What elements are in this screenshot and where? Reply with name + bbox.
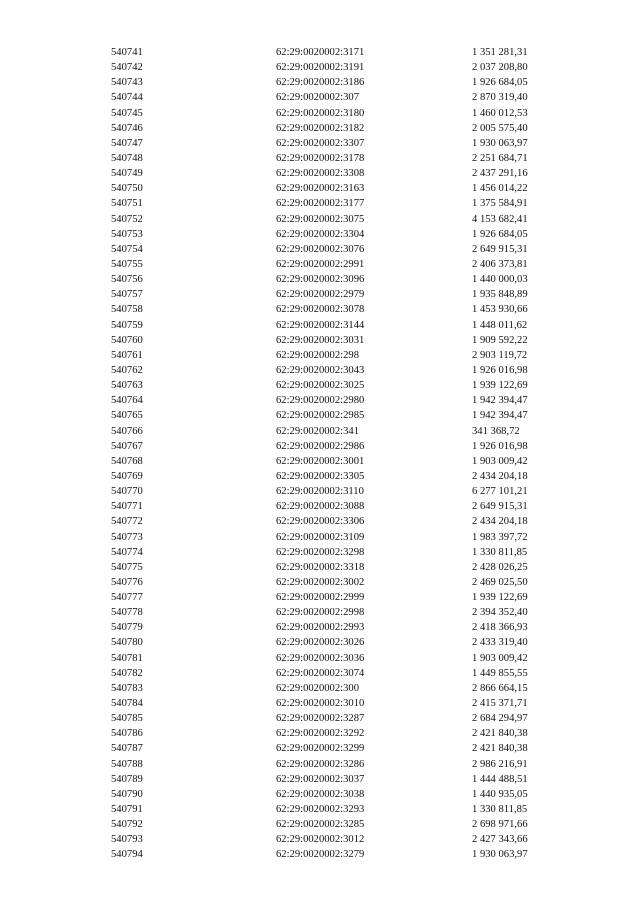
cadastral-number: 62:29:0020002:2979 [276,289,365,301]
table-row [0,484,640,499]
cadastral-number: 62:29:0020002:298 [276,349,359,361]
table-row [0,166,640,181]
cadastral-value: 1 903 009,42 [472,652,528,664]
cadastral-number: 62:29:0020002:3287 [276,713,365,725]
row-number: 540776 [111,576,143,588]
table-row [0,333,640,348]
row-number: 540754 [111,243,143,255]
table-row [0,378,640,393]
cadastral-number: 62:29:0020002:3299 [276,743,365,755]
row-number: 540777 [111,592,143,604]
cadastral-number: 62:29:0020002:3078 [276,304,365,316]
cadastral-number: 62:29:0020002:3012 [276,834,365,846]
cadastral-value: 1 926 016,98 [472,364,528,376]
cadastral-value: 1 926 684,05 [472,228,528,240]
table-row [0,681,640,696]
cadastral-value: 1 909 592,22 [472,334,528,346]
row-number: 540742 [111,62,143,74]
row-number: 540743 [111,77,143,89]
cadastral-value: 2 903 119,72 [472,349,528,361]
cadastral-number: 62:29:0020002:3293 [276,804,365,816]
cadastral-value: 2 037 208,80 [472,62,528,74]
table-row [0,212,640,227]
cadastral-value: 1 456 014,22 [472,183,528,195]
cadastral-value: 2 986 216,91 [472,758,528,770]
cadastral-number: 62:29:0020002:3031 [276,334,365,346]
cadastral-number: 62:29:0020002:3096 [276,274,365,286]
cadastral-value: 1 983 397,72 [472,531,528,543]
row-number: 540793 [111,834,143,846]
cadastral-value: 2 251 684,71 [472,152,528,164]
cadastral-value: 1 440 935,05 [472,788,528,800]
row-number: 540781 [111,652,143,664]
cadastral-value: 2 421 840,38 [472,728,528,740]
cadastral-number: 62:29:0020002:3109 [276,531,365,543]
row-number: 540752 [111,213,143,225]
cadastral-number: 62:29:0020002:2985 [276,410,365,422]
row-number: 540767 [111,440,143,452]
row-number: 540753 [111,228,143,240]
cadastral-number: 62:29:0020002:3026 [276,637,365,649]
row-number: 540760 [111,334,143,346]
row-number: 540745 [111,107,143,119]
cadastral-number: 62:29:0020002:3037 [276,773,365,785]
cadastral-value: 2 421 840,38 [472,743,528,755]
cadastral-number: 62:29:0020002:3318 [276,561,365,573]
table-row [0,741,640,756]
row-number: 540746 [111,122,143,134]
cadastral-number: 62:29:0020002:3304 [276,228,365,240]
data-table [0,45,640,863]
cadastral-value: 1 942 394,47 [472,410,528,422]
cadastral-value: 1 939 122,69 [472,592,528,604]
row-number: 540779 [111,622,143,634]
row-number: 540761 [111,349,143,361]
table-row [0,227,640,242]
cadastral-number: 62:29:0020002:3307 [276,137,365,149]
cadastral-number: 62:29:0020002:300 [276,682,359,694]
row-number: 540748 [111,152,143,164]
cadastral-number: 62:29:0020002:3110 [276,486,364,498]
cadastral-value: 2 437 291,16 [472,168,528,180]
cadastral-value: 1 903 009,42 [472,455,528,467]
table-row [0,136,640,151]
cadastral-value: 2 649 915,31 [472,501,528,513]
cadastral-number: 62:29:0020002:2993 [276,622,365,634]
row-number: 540755 [111,258,143,270]
table-row [0,651,640,666]
cadastral-value: 6 277 101,21 [472,486,528,498]
table-row [0,726,640,741]
table-row [0,151,640,166]
cadastral-number: 62:29:0020002:3191 [276,62,365,74]
cadastral-number: 62:29:0020002:3285 [276,819,365,831]
table-row [0,666,640,681]
table-row [0,590,640,605]
cadastral-value: 2 433 319,40 [472,637,528,649]
table-row [0,242,640,257]
cadastral-number: 62:29:0020002:3177 [276,198,365,210]
cadastral-number: 62:29:0020002:2998 [276,607,365,619]
cadastral-number: 62:29:0020002:3178 [276,152,365,164]
table-row [0,90,640,105]
row-number: 540787 [111,743,143,755]
cadastral-value: 2 434 204,18 [472,470,528,482]
table-row [0,106,640,121]
cadastral-number: 62:29:0020002:3171 [276,47,365,58]
cadastral-number: 62:29:0020002:3298 [276,546,365,558]
cadastral-value: 1 926 016,98 [472,440,528,452]
cadastral-value: 2 698 971,66 [472,819,528,831]
cadastral-number: 62:29:0020002:3038 [276,788,365,800]
cadastral-value: 1 375 584,91 [472,198,528,210]
table-row [0,817,640,832]
table-row [0,181,640,196]
cadastral-value: 1 330 811,85 [472,546,528,558]
row-number: 540775 [111,561,143,573]
row-number: 540791 [111,804,143,816]
table-row [0,393,640,408]
cadastral-value: 1 935 848,89 [472,289,528,301]
row-number: 540780 [111,637,143,649]
cadastral-value: 1 930 063,97 [472,137,528,149]
table-row [0,560,640,575]
row-number: 540751 [111,198,143,210]
row-number: 540749 [111,168,143,180]
row-number: 540759 [111,319,143,331]
row-number: 540741 [111,47,143,58]
cadastral-number: 62:29:0020002:3025 [276,380,365,392]
table-row [0,575,640,590]
table-row [0,847,640,862]
table-row [0,302,640,317]
cadastral-value: 2 427 343,66 [472,834,528,846]
cadastral-value: 2 394 352,40 [472,607,528,619]
row-number: 540764 [111,395,143,407]
table-row [0,530,640,545]
cadastral-value: 2 469 025,50 [472,576,528,588]
cadastral-number: 62:29:0020002:3075 [276,213,365,225]
cadastral-number: 62:29:0020002:2986 [276,440,365,452]
cadastral-value: 2 418 366,93 [472,622,528,634]
table-row [0,439,640,454]
cadastral-value: 1 351 281,31 [472,47,528,58]
cadastral-number: 62:29:0020002:3308 [276,168,365,180]
row-number: 540763 [111,380,143,392]
cadastral-number: 62:29:0020002:3076 [276,243,365,255]
row-number: 540757 [111,289,143,301]
table-row [0,45,640,60]
table-row [0,469,640,484]
row-number: 540750 [111,183,143,195]
cadastral-number: 62:29:0020002:3305 [276,470,365,482]
cadastral-number: 62:29:0020002:3180 [276,107,365,119]
cadastral-number: 62:29:0020002:2999 [276,592,365,604]
row-number: 540765 [111,410,143,422]
table-row [0,787,640,802]
cadastral-number: 62:29:0020002:2991 [276,258,365,270]
cadastral-number: 62:29:0020002:3286 [276,758,365,770]
row-number: 540774 [111,546,143,558]
cadastral-value: 2 434 204,18 [472,516,528,528]
cadastral-number: 62:29:0020002:3088 [276,501,365,513]
cadastral-value: 2 870 319,40 [472,92,528,104]
table-row [0,60,640,75]
cadastral-number: 62:29:0020002:3182 [276,122,365,134]
table-row [0,196,640,211]
row-number: 540758 [111,304,143,316]
row-number: 540782 [111,667,143,679]
cadastral-value: 1 942 394,47 [472,395,528,407]
row-number: 540768 [111,455,143,467]
cadastral-number: 62:29:0020002:3043 [276,364,365,376]
cadastral-value: 2 005 575,40 [472,122,528,134]
cadastral-number: 62:29:0020002:3144 [276,319,365,331]
table-row [0,318,640,333]
table-row [0,635,640,650]
table-row [0,545,640,560]
cadastral-value: 2 428 026,25 [472,561,528,573]
table-row [0,363,640,378]
row-number: 540747 [111,137,143,149]
table-row [0,424,640,439]
cadastral-number: 62:29:0020002:3010 [276,698,365,710]
table-row [0,272,640,287]
cadastral-value: 1 449 855,55 [472,667,528,679]
table-row [0,287,640,302]
table-row [0,757,640,772]
row-number: 540789 [111,773,143,785]
row-number: 540744 [111,92,143,104]
cadastral-value: 1 448 011,62 [472,319,528,331]
cadastral-number: 62:29:0020002:3036 [276,652,365,664]
cadastral-number: 62:29:0020002:3279 [276,849,365,861]
cadastral-value: 2 684 294,97 [472,713,528,725]
cadastral-value: 1 939 122,69 [472,380,528,392]
cadastral-value: 2 406 373,81 [472,258,528,270]
cadastral-value: 1 440 000,03 [472,274,528,286]
cadastral-number: 62:29:0020002:3186 [276,77,365,89]
row-number: 540762 [111,364,143,376]
row-number: 540773 [111,531,143,543]
table-row [0,620,640,635]
row-number: 540790 [111,788,143,800]
cadastral-value: 1 330 811,85 [472,804,528,816]
row-number: 540769 [111,470,143,482]
row-number: 540770 [111,486,143,498]
row-number: 540766 [111,425,143,437]
cadastral-value: 1 453 930,66 [472,304,528,316]
table-row [0,832,640,847]
row-number: 540756 [111,274,143,286]
cadastral-number: 62:29:0020002:2980 [276,395,365,407]
row-number: 540788 [111,758,143,770]
row-number: 540771 [111,501,143,513]
table-row [0,499,640,514]
table-row [0,75,640,90]
table-row [0,454,640,469]
table-row [0,696,640,711]
row-number: 540786 [111,728,143,740]
cadastral-number: 62:29:0020002:3002 [276,576,365,588]
cadastral-number: 62:29:0020002:341 [276,425,359,437]
row-number: 540794 [111,849,143,861]
cadastral-value: 1 460 012,53 [472,107,528,119]
cadastral-number: 62:29:0020002:3074 [276,667,365,679]
row-number: 540785 [111,713,143,725]
row-number: 540783 [111,682,143,694]
table-row [0,257,640,272]
row-number: 540778 [111,607,143,619]
table-row [0,711,640,726]
cadastral-number: 62:29:0020002:307 [276,92,359,104]
table-row [0,514,640,529]
table-row [0,772,640,787]
table-row [0,121,640,136]
table-row [0,348,640,363]
cadastral-value: 341 368,72 [472,425,520,437]
cadastral-number: 62:29:0020002:3306 [276,516,365,528]
cadastral-value: 2 649 915,31 [472,243,528,255]
row-number: 540792 [111,819,143,831]
cadastral-value: 1 926 684,05 [472,77,528,89]
cadastral-number: 62:29:0020002:3001 [276,455,365,467]
table-row [0,605,640,620]
table-row [0,408,640,423]
cadastral-value: 1 930 063,97 [472,849,528,861]
cadastral-number: 62:29:0020002:3163 [276,183,365,195]
row-number: 540784 [111,698,143,710]
table-row [0,802,640,817]
row-number: 540772 [111,516,143,528]
cadastral-value: 1 444 488,51 [472,773,528,785]
cadastral-value: 4 153 682,41 [472,213,528,225]
cadastral-number: 62:29:0020002:3292 [276,728,365,740]
cadastral-value: 2 415 371,71 [472,698,528,710]
cadastral-value: 2 866 664,15 [472,682,528,694]
